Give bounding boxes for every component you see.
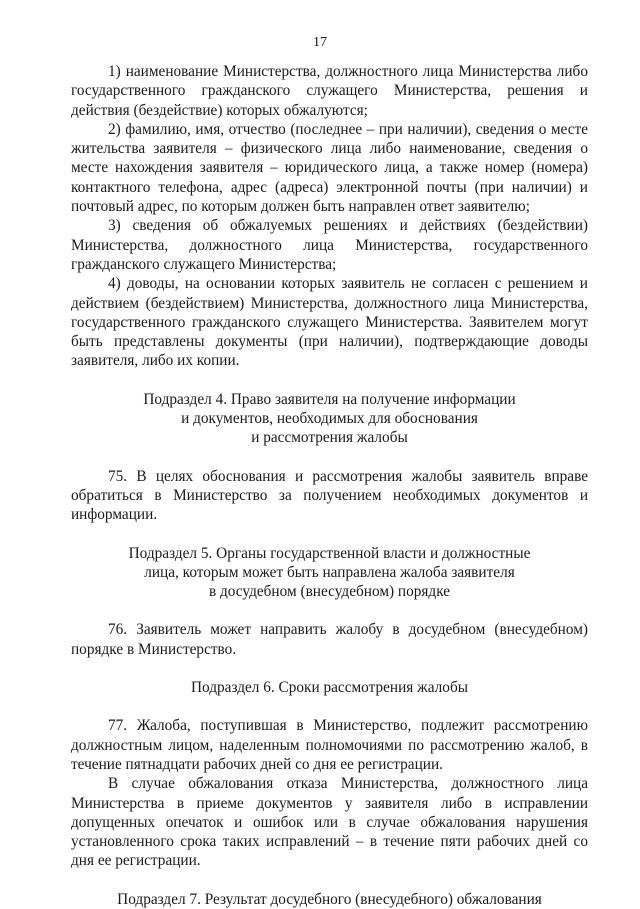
heading-line: и документов, необходимых для обоснования — [181, 410, 478, 428]
paragraph-77-continued: В случае обжалования отказа Министерства, должностного лица Министерства в приеме документов у заявителя либо в исправлении допущенных опечаток и ошибок или в случае обжалования нарушения установленного срока таких исправлений – в течение пяти рабочих дней со дня ее регистрации. — [71, 775, 588, 870]
list-item-3: 3) сведения об обжалуемых решениях и действиях (бездействии) Министерства, должностного лица Министерства, государственного гражданского служащего Министерства; — [71, 217, 588, 273]
subsection-7-heading: Подраздел 7. Результат досудебного (внесудебного) обжалования — [117, 890, 542, 908]
list-item-4: 4) доводы, на основании которых заявитель не согласен с решением и действием (бездействием) Министерства, должностного лица Министерства, государственного гражданского служащего Министерства. Заявителем могут быть представлены документы (при наличии), подтверждающие доводы заявителя, либо их копии. — [71, 275, 588, 370]
paragraph-75: 75. В целях обоснования и рассмотрения жалобы заявитель вправе обратиться в Министерство за получением необходимых документов и информации. — [71, 467, 588, 524]
heading-line: и рассмотрения жалобы — [251, 429, 408, 447]
list-item-1: 1) наименование Министерства, должностного лица Министерства либо государственного гражданского служащего Министерства, решения и действия (бездействие) которых обжалуются; — [71, 63, 588, 119]
heading-line: в досудебном (внесудебном) порядке — [208, 583, 451, 601]
paragraph-76: 76. Заявитель может направить жалобу в досудебном (внесудебном) порядке в Министерство. — [71, 621, 588, 658]
subsection-4-heading — [71, 390, 588, 448]
heading-line: Подраздел 4. Право заявителя на получение информации — [143, 390, 516, 408]
subsection-5-heading — [71, 544, 588, 602]
heading-line: лица, которым может быть направлена жалоба заявителя — [144, 563, 515, 581]
list-item-2: 2) фамилию, имя, отчество (последнее – при наличии), сведения о месте жительства заявителя – физического лица либо наименование, сведения о месте нахождения заявителя – юридического лица, а также номер (номера) контактного телефона, адрес (адреса) электронной почты (при наличии) и почтовый адрес, по которым должен быть направлен ответ заявителю; — [71, 120, 588, 216]
paragraph-77: 77. Жалоба, поступившая в Министерство, подлежит рассмотрению должностным лицом, наделенным полномочиями по рассмотрению жалоб, в течение пятнадцати рабочих дней со дня ее регистрации. — [71, 717, 588, 773]
heading-line: Подраздел 5. Органы государственной власти и должностные — [128, 544, 531, 562]
page-number: 17 — [313, 35, 327, 50]
document-body — [71, 62, 588, 909]
subsection-6-heading: Подраздел 6. Сроки рассмотрения жалобы — [190, 679, 469, 697]
